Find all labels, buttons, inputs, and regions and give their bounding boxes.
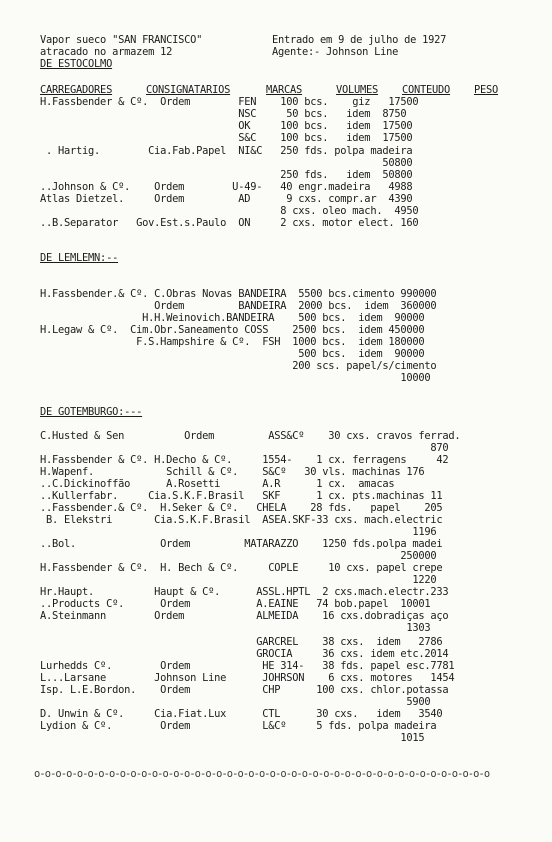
column-header-consignatarios: CONSIGNATARIOS [146, 84, 231, 96]
manifest-line: H.Fassbender.& Cº. C.Obras Novas BANDEIRA 5500 bcs.cimento 990000 [40, 288, 437, 300]
manifest-line: S&C 100 bcs. idem 17500 [40, 132, 413, 144]
manifest-line: 870 [40, 442, 449, 454]
manifest-line: NSC 50 bcs. idem 8750 [40, 108, 407, 120]
manifest-line: Atlas Dietzel. Ordem AD 9 cxs. compr.ar 4390 [40, 193, 413, 205]
section-title-estocolmo: DE ESTOCOLMO [40, 58, 113, 70]
entry-date-line: Entrado em 9 de julho de 1927 [272, 34, 447, 46]
manifest-line: 1220 [40, 574, 437, 586]
ship-name-line: Vapor sueco "SAN FRANCISCO" [40, 34, 203, 46]
manifest-line: ..Johnson & Cº. Ordem U-49- 40 engr.madeira 4988 [40, 181, 413, 193]
manifest-line: GROCIA 36 cxs. idem etc.2014 [40, 648, 449, 660]
manifest-line: 200 scs. papel/s/cimento [40, 360, 437, 372]
manifest-line: OK 100 bcs. idem 17500 [40, 120, 413, 132]
manifest-line: H.Fassbender & Cº. Ordem FEN 100 bcs. giz 17500 [40, 96, 419, 108]
manifest-line: 500 bcs. idem 90000 [40, 348, 425, 360]
manifest-line: 50800 [40, 157, 413, 169]
manifest-line: 5900 [40, 696, 431, 708]
column-header-marcas: MARCAS [266, 84, 303, 96]
manifest-line: 1015 [40, 732, 425, 744]
manifest-line: 10000 [40, 372, 431, 384]
manifest-line: ..Products Cº. Ordem A.EAINE 74 bob.papel 10001 [40, 598, 431, 610]
manifest-line: ..Bol. Ordem MATARAZZO 1250 fds.polpa madei [40, 538, 443, 550]
manifest-line: H.Wapenf. Schill & Cº. S&Cº 30 vls. machinas 176 [40, 466, 425, 478]
column-header-conteudo: CONTEUDO [402, 84, 451, 96]
manifest-line: A.Steinmann Ordem ALMEIDA 16 cxs.dobradiças aço [40, 610, 449, 622]
manifest-line: B. Elekstri Cia.S.K.F.Brasil ASEA.SKF-33 cxs. mach.electric [40, 514, 443, 526]
manifest-line: Ordem BANDEIRA 2000 bcs. idem 360000 [40, 300, 437, 312]
manifest-line: Lurhedds Cº. Ordem HE 314- 38 fds. papel esc.7781 [40, 660, 455, 672]
manifest-line: 8 cxs. oleo mach. 4950 [40, 205, 419, 217]
manifest-line: ..B.Separator Gov.Est.s.Paulo ON 2 cxs. motor elect. 160 [40, 217, 419, 229]
manifest-line: H.H.Weinovich.BANDEIRA 500 bcs. idem 90000 [40, 312, 425, 324]
manifest-line: GARCREL 38 cxs. idem 2786 [40, 636, 443, 648]
manifest-line: ..Fassbender.& Cº. H.Seker & Cº. CHELA 28 fds. papel 205 [40, 502, 443, 514]
section-title-gotemburgo: DE GOTEMBURGO:--- [40, 406, 143, 418]
manifest-line: Lydion & Cº. Ordem L&Cº 5 fds. polpa madeira [40, 720, 437, 732]
manifest-line: H.Legaw & Cº. Cim.Obr.Saneamento COSS 2500 bcs. idem 450000 [40, 324, 425, 336]
manifest-line: H.Fassbender & Cº. H.Decho & Cº. 1554- 1 cx. ferragens 42 [40, 454, 449, 466]
agent-line: Agente:- Johnson Line [272, 46, 399, 58]
manifest-line: 1196 [40, 526, 437, 538]
warehouse-line: atracado no armazem 12 [40, 46, 173, 58]
manifest-line: C.Husted & Sen Ordem ASS&Cº 30 cxs. cravos ferrad. [40, 430, 461, 442]
manifest-line: 1303 [40, 622, 431, 634]
manifest-line: ..Kullerfabr. Cia.S.K.F.Brasil SKF 1 cx. pts.machinas 11 [40, 490, 443, 502]
manifest-line: 250 fds. idem 50800 [40, 169, 413, 181]
manifest-line: H.Fassbender & Cº. H. Bech & Cº. COPLE 10 cxs. papel crepe [40, 562, 443, 574]
manifest-line: F.S.Hampshire & Cº. FSH 1000 bcs. idem 180000 [40, 336, 425, 348]
footer-separator: o-o-o-o-o-o-o-o-o-o-o-o-o-o-o-o-o-o-o-o-o-o-o-o-o-o-o-o-o-o-o-o-o-o-o-o-o-o-o-o-o-o-o [34, 768, 490, 780]
column-header-carregadores: CARREGADORES [40, 84, 113, 96]
manifest-line: ..C.Dickinoffão A.Rosetti A.R 1 cx. amacas [40, 478, 395, 490]
section-title-second-port: DE LEMLEMN:-- [40, 252, 119, 264]
manifest-line: Hr.Haupt. Haupt & Cº. ASSL.HPTL 2 cxs.mach.electr.233 [40, 586, 449, 598]
manifest-line: L...Larsane Johnson Line JOHRSON 6 cxs. motores 1454 [40, 672, 455, 684]
manifest-line: 250000 [40, 550, 437, 562]
manifest-line: . Hartig. Cia.Fab.Papel NI&C 250 fds. polpa madeira [40, 145, 413, 157]
manifest-line: Isp. L.E.Bordon. Ordem CHP 100 cxs. chlor.potassa [40, 684, 449, 696]
manifest-line: D. Unwin & Cº. Cia.Fiat.Lux CTL 30 cxs. idem 3540 [40, 708, 443, 720]
column-header-peso: PESO [474, 84, 499, 96]
column-header-volumes: VOLUMES [336, 84, 379, 96]
